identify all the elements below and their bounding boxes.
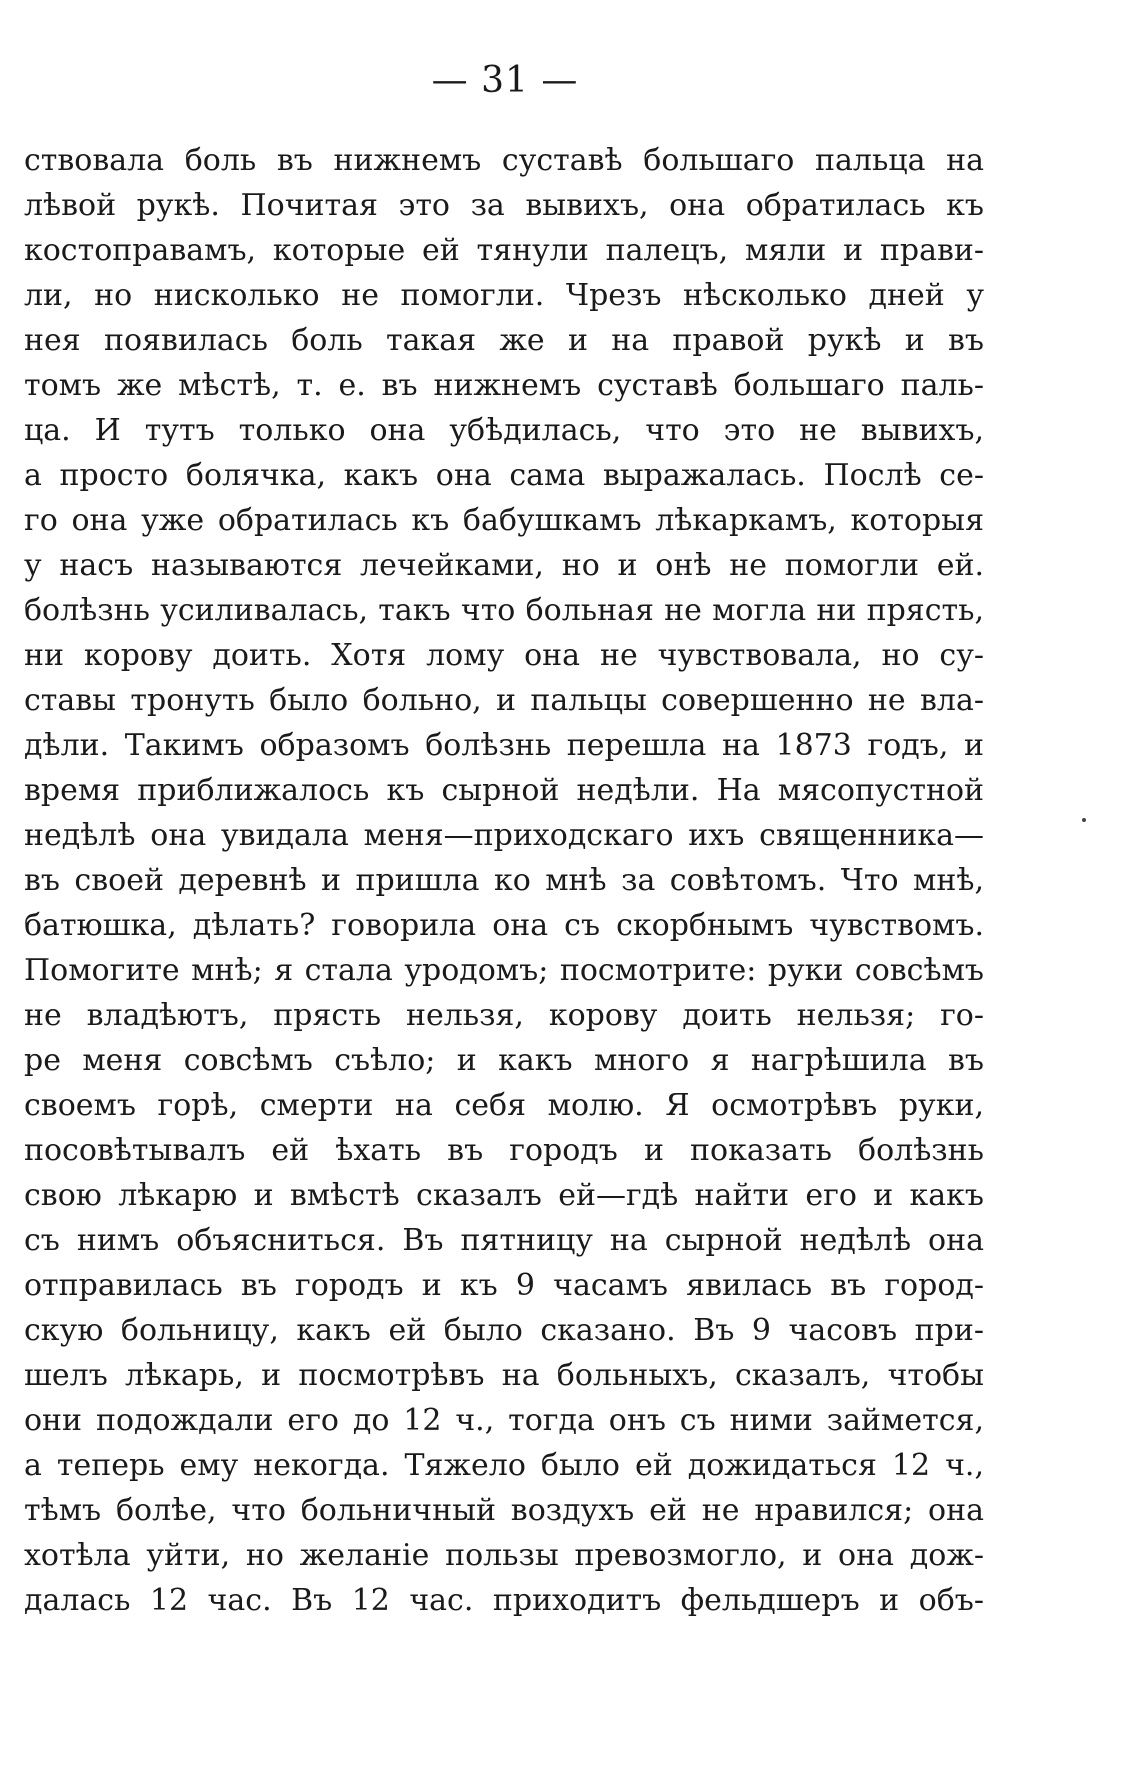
text-line: отправилась въ городъ и къ 9 часамъ явилась въ город- [24,1268,984,1303]
text-line: недѣлѣ она увидала меня—приходскаго ихъ священника— [24,818,984,853]
text-line: въ своей деревнѣ и пришла ко мнѣ за совѣтомъ. Что мнѣ, [24,863,984,898]
text-line: болѣзнь усиливалась, такъ что больная не могла ни прясть, [24,593,984,628]
text-line: шелъ лѣкарь, и посмотрѣвъ на больныхъ, сказалъ, чтобы [24,1358,984,1393]
text-line: ре меня совсѣмъ съѣло; и какъ много я нагрѣшила въ [24,1043,984,1078]
text-line: у насъ называются лечейками, но и онѣ не помогли ей. [24,548,984,583]
text-line: го она уже обратилась къ бабушкамъ лѣкаркамъ, которыя [24,503,984,538]
text-line: время приближалось къ сырной недѣли. На мясопустной [24,773,984,808]
text-line: ни корову доить. Хотя лому она не чувствовала, но су- [24,638,984,673]
body-text [24,138,984,1623]
text-line: Помогите мнѣ; я стала уродомъ; посмотрите: руки совсѣмъ [24,953,984,988]
text-line: а теперь ему некогда. Тяжело было ей дожидаться 12 ч., [24,1448,984,1483]
text-line: свою лѣкарю и вмѣстѣ сказалъ ей—гдѣ найти его и какъ [24,1178,984,1213]
text-line: томъ же мѣстѣ, т. е. въ нижнемъ суставѣ большаго паль- [24,368,984,403]
text-line: а просто болячка, какъ она сама выражалась. Послѣ се- [24,458,984,493]
text-line: батюшка, дѣлать? говорила она съ скорбнымъ чувствомъ. [24,908,984,943]
text-line: своемъ горѣ, смерти на себя молю. Я осмотрѣвъ руки, [24,1088,984,1123]
text-line: далась 12 час. Въ 12 час. приходитъ фельдшеръ и объ- [24,1583,984,1618]
text-line: съ нимъ объясниться. Въ пятницу на сырной недѣлѣ она [24,1223,984,1258]
text-line: не владѣютъ, прясть нельзя, корову доить нельзя; го- [24,998,984,1033]
text-line: нея появилась боль такая же и на правой рукѣ и въ [24,323,984,358]
text-line: костоправамъ, которые ей тянули палецъ, мяли и прави- [24,233,984,268]
ink-speck [1082,818,1086,822]
text-line: ли, но нисколько не помогли. Чрезъ нѣсколько дней у [24,278,984,313]
text-line: тѣмъ болѣе, что больничный воздухъ ей не нравился; она [24,1493,984,1528]
page-number: — 31 — [431,60,579,101]
text-line: ставы тронуть было больно, и пальцы совершенно не вла- [24,683,984,718]
text-line: посовѣтывалъ ей ѣхать въ городъ и показать болѣзнь [24,1133,984,1168]
text-line: дѣли. Такимъ образомъ болѣзнь перешла на 1873 годъ, и [24,728,984,763]
text-line: ца. И тутъ только она убѣдилась, что это не вывихъ, [24,413,984,448]
text-line: они подождали его до 12 ч., тогда онъ съ ними займется, [24,1403,984,1438]
text-line: лѣвой рукѣ. Почитая это за вывихъ, она обратилась къ [24,188,984,223]
text-line: скую больницу, какъ ей было сказано. Въ 9 часовъ при- [24,1313,984,1348]
text-line: ствовала боль въ нижнемъ суставѣ большаго пальца на [24,143,984,178]
text-line: хотѣла уйти, но желаніе пользы превозмогло, и она дож- [24,1538,984,1573]
